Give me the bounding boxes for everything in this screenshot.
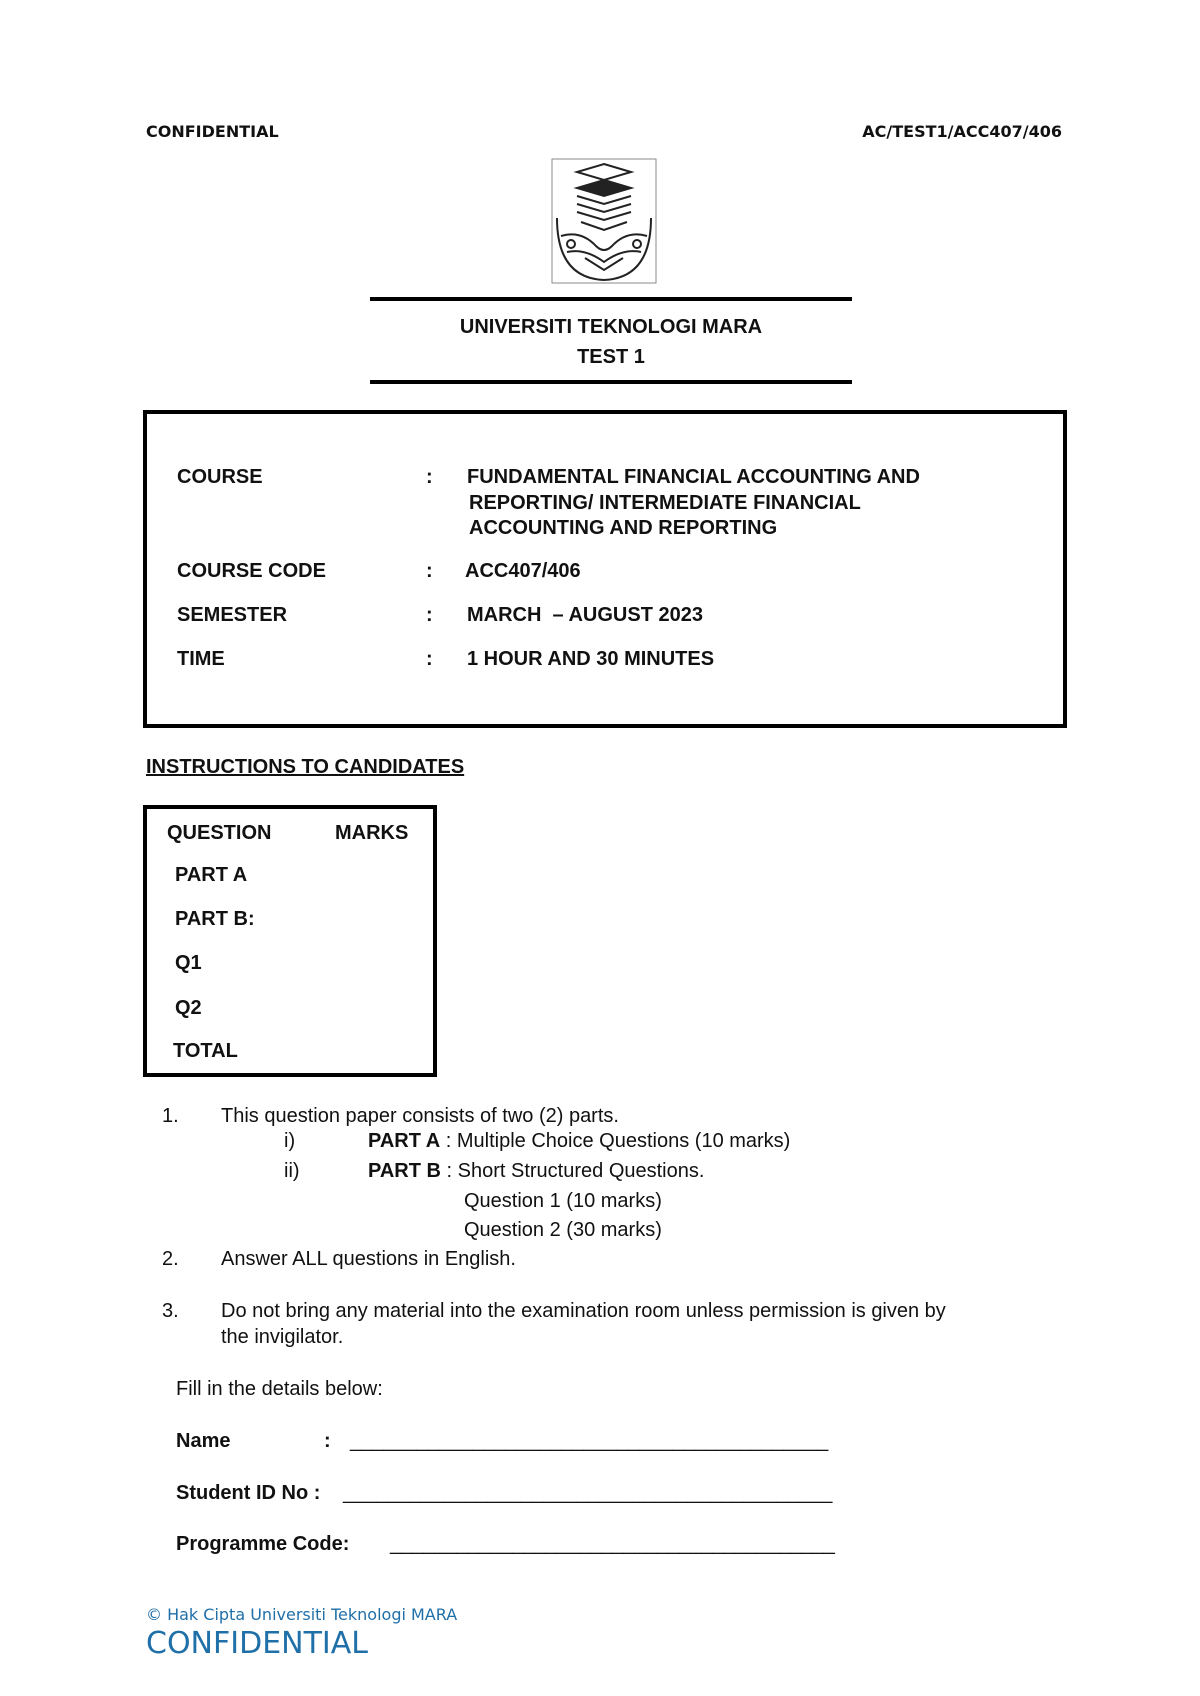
name-colon: : (324, 1430, 331, 1452)
name-field[interactable]: ___________________________________________ (350, 1430, 829, 1452)
marks-row-q1: Q1 (175, 952, 202, 974)
question-2-marks: Question 2 (30 marks) (464, 1219, 662, 1241)
course-code-colon: : (426, 560, 433, 582)
course-code-label: COURSE CODE (177, 560, 326, 582)
title-rule-bottom (370, 380, 852, 384)
course-colon: : (426, 466, 433, 488)
course-code-value: ACC407/406 (465, 560, 581, 582)
instruction-3-line-1: Do not bring any material into the examination room unless permission is given by (221, 1300, 946, 1322)
marks-table (143, 805, 437, 1077)
time-colon: : (426, 648, 433, 670)
name-label: Name (176, 1430, 231, 1452)
part-b-label: PART B (368, 1160, 441, 1182)
header-confidential: CONFIDENTIAL (146, 122, 279, 141)
instruction-3-line-2: the invigilator. (221, 1326, 344, 1348)
programme-code-field[interactable]: ________________________________________ (390, 1533, 835, 1555)
course-value-line-2: REPORTING/ INTERMEDIATE FINANCIAL (469, 492, 861, 514)
programme-code-label: Programme Code: (176, 1533, 350, 1555)
semester-label: SEMESTER (177, 604, 288, 626)
crest-icon (551, 158, 657, 284)
course-label: COURSE (177, 466, 263, 488)
semester-colon: : (426, 604, 433, 626)
title-rule-top (370, 297, 852, 301)
student-id-field[interactable]: ____________________________________________ (343, 1482, 833, 1504)
marks-row-part-a: PART A (175, 864, 248, 886)
marks-row-part-b: PART B: (175, 908, 255, 930)
course-value-line-3: ACCOUNTING AND REPORTING (469, 517, 778, 539)
header-reference-code: AC/TEST1/ACC407/406 (862, 122, 1062, 141)
part-a-description: : Multiple Choice Questions (10 marks) (440, 1130, 791, 1152)
footer-confidential: CONFIDENTIAL (146, 1626, 369, 1661)
course-info-box (143, 410, 1067, 728)
marks-row-q2: Q2 (175, 997, 202, 1019)
sub-item-ii-number: ii) (284, 1160, 300, 1182)
instruction-1-number: 1. (162, 1105, 179, 1127)
sub-item-i-number: i) (284, 1130, 296, 1152)
part-a-label: PART A (368, 1130, 441, 1152)
fill-in-details: Fill in the details below: (176, 1378, 383, 1400)
part-b-description: : Short Structured Questions. (440, 1160, 705, 1182)
marks-header-marks: MARKS (335, 822, 409, 844)
test-title: TEST 1 (577, 346, 645, 368)
uitm-logo (551, 158, 657, 284)
instruction-2-text: Answer ALL questions in English. (221, 1248, 516, 1270)
instruction-1-text: This question paper consists of two (2) parts. (221, 1105, 619, 1127)
sub-item-ii (368, 1160, 704, 1183)
marks-row-total: TOTAL (173, 1040, 238, 1062)
semester-value: MARCH – AUGUST 2023 (467, 604, 703, 626)
instruction-3-number: 3. (162, 1300, 179, 1322)
instruction-2-number: 2. (162, 1248, 179, 1270)
course-value-line-1: FUNDAMENTAL FINANCIAL ACCOUNTING AND (467, 466, 920, 488)
time-value: 1 HOUR AND 30 MINUTES (467, 648, 715, 670)
university-name: UNIVERSITI TEKNOLOGI MARA (459, 316, 763, 338)
question-1-marks: Question 1 (10 marks) (464, 1190, 662, 1212)
marks-header-question: QUESTION (167, 822, 272, 844)
time-label: TIME (177, 648, 225, 670)
instructions-heading: INSTRUCTIONS TO CANDIDATES (146, 756, 465, 778)
sub-item-i (368, 1130, 790, 1153)
student-id-label: Student ID No : (176, 1482, 321, 1504)
copyright-notice: © Hak Cipta Universiti Teknologi MARA (146, 1605, 458, 1624)
